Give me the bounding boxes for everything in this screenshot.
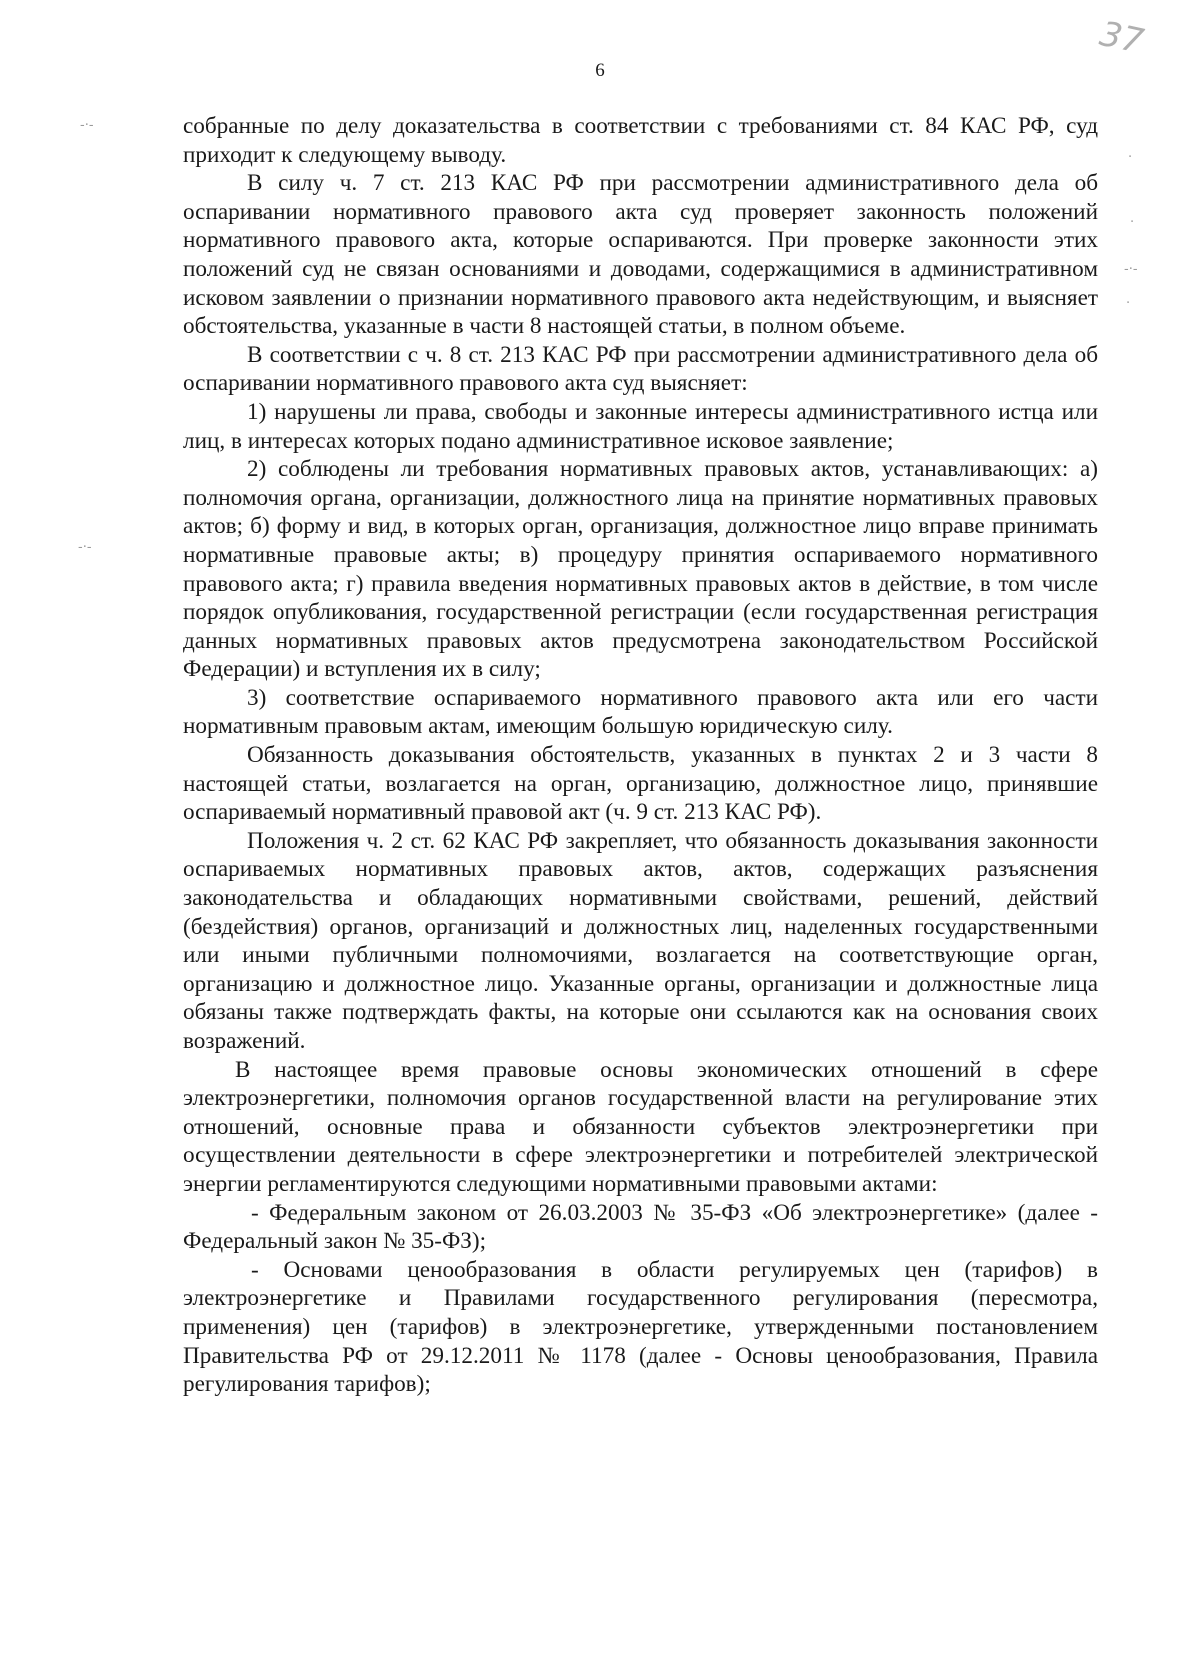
scan-artifact: -·- [78, 540, 92, 555]
scan-artifact: · [1126, 296, 1131, 311]
paragraph-burden-of-proof: Обязанность доказывания обстоятельств, указанных в пунктах 2 и 3 части 8 настоящей статьи, возлагается на орган, организацию, должностное лицо, принявшие оспариваемый нормативный правовой акт (ч. 9 ст. 213 КАС РФ). [183, 742, 1098, 826]
scan-artifact: · [1128, 150, 1133, 165]
paragraph-continuation: собранные по делу доказательства в соответствии с требованиями ст. 84 КАС РФ, суд приходит к следующему выводу. [183, 113, 1098, 168]
paragraph-energy-legal-basis: В настоящее время правовые основы экономических отношений в сфере электроэнергетики, полномочия органов государственной власти на регулирование этих отношений, основные права и обязанности субъектов электроэнергетики при осуществлении деятельности в сфере электроэнергетики и потребителей электрической энергии регламентируются следующими нормативными правовыми актами: [183, 1056, 1098, 1197]
list-item-federal-law: - Федеральным законом от 26.03.2003 № 35-ФЗ «Об электроэнергетике» (далее - Федеральный закон № 35-ФЗ); [183, 1199, 1098, 1255]
list-item-2: 2) соблюдены ли требования нормативных правовых актов, устанавливающих: а) полномочия органа, организации, должностного лица на принятие нормативных правовых актов; б) форму и вид, в которых орган, организация, должностное лицо вправе принимать нормативные правовые акты; в) процедуру принятия оспариваемого нормативного правового акта; г) правила введения нормативных правовых актов в действие, в том числе порядок опубликования, государственной регистрации (если государственная регистрация данных нормативных правовых актов предусмотрена законодательством Российской Федерации) и вступления их в силу; [183, 456, 1098, 683]
page-number: 6 [595, 60, 605, 81]
paragraph-article-62: Положения ч. 2 ст. 62 КАС РФ закрепляет, что обязанность доказывания законности оспариваемых нормативных правовых актов, актов, содержащих разъяснения законодательства и обладающих нормативными свойствами, решений, действий (бездействия) органов, организаций и должностных лиц, наделенных государственными или иными публичными полномочиями, возлагается на соответствующие орган, организацию и должностное лицо. Указанные органы, организации и должностные лица обязаны также подтверждать факты, на которые они ссылаются как на основания своих возражений. [183, 827, 1098, 1054]
scan-artifact: -·- [1124, 262, 1138, 277]
list-item-1: 1) нарушены ли права, свободы и законные интересы административного истца или лиц, в интересах которых подано административное исковое заявление; [183, 398, 1098, 454]
scan-artifact: -·- [80, 118, 94, 133]
scan-artifact: · [1130, 215, 1135, 230]
corner-handwritten-mark: 37 [1096, 13, 1147, 63]
paragraph-article-213-part-7: В силу ч. 7 ст. 213 КАС РФ при рассмотрении административного дела об оспаривании нормативного правового акта суд проверяет законность положений нормативного правового акта, которые оспариваются. При проверке законности этих положений суд не связан основаниями и доводами, содержащимися в административном исковом заявлении о признании нормативного правового акта недействующим, и выясняет обстоятельства, указанные в части 8 настоящей статьи, в полном объеме. [183, 170, 1098, 340]
paragraph-article-213-part-8: В соответствии с ч. 8 ст. 213 КАС РФ при рассмотрении административного дела об оспаривании нормативного правового акта суд выясняет: [183, 341, 1098, 397]
list-item-3: 3) соответствие оспариваемого нормативного правового акта или его части нормативным правовым актам, имеющим большую юридическую силу. [183, 684, 1098, 740]
list-item-pricing-basics: - Основами ценообразования в области регулируемых цен (тарифов) в электроэнергетике и Правилами государственного регулирования (пересмотра, применения) цен (тарифов) в электроэнергетике, утвержденными постановлением Правительства РФ от 29.12.2011 № 1178 (далее - Основы ценообразования, Правила регулирования тарифов); [183, 1256, 1098, 1398]
document-body [183, 112, 1098, 1399]
